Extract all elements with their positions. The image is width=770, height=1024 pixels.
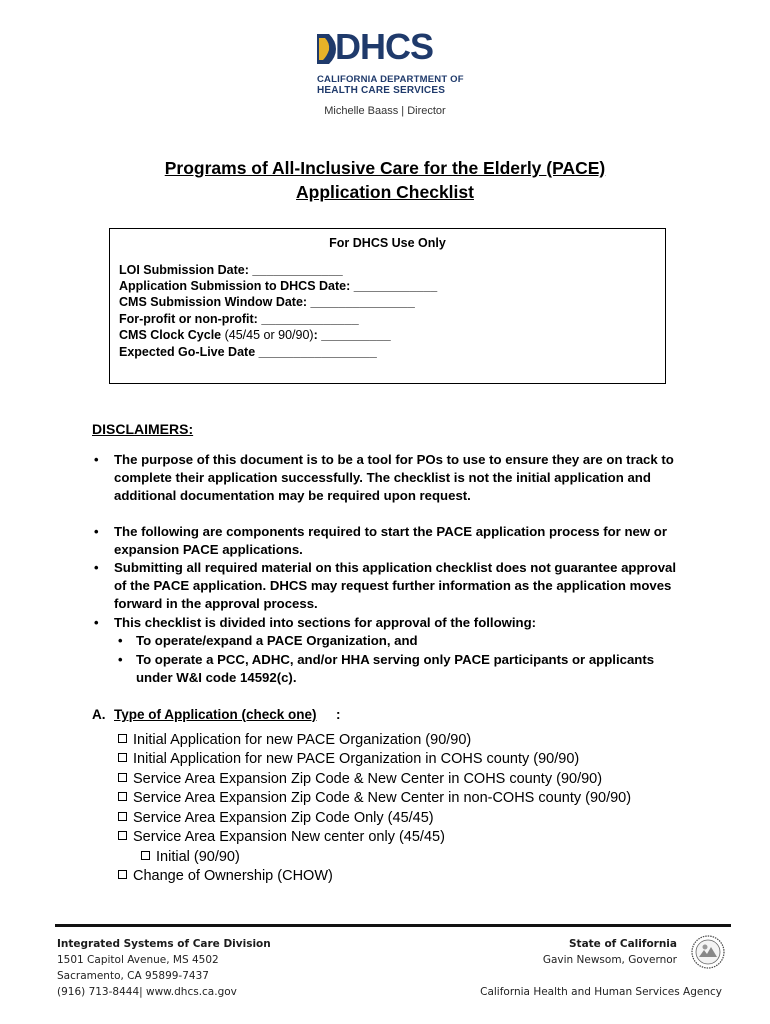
checkbox-icon[interactable]	[118, 831, 127, 840]
box-heading: For DHCS Use Only	[329, 236, 446, 250]
application-submission-date: Application Submission to DHCS Date: ____________	[119, 279, 438, 293]
option-label: Initial (90/90)	[156, 849, 240, 865]
checkbox-icon[interactable]	[118, 734, 127, 743]
option-label: Change of Ownership (CHOW)	[133, 868, 333, 884]
bullet-icon: •	[94, 560, 99, 575]
checkbox-icon[interactable]	[118, 870, 127, 879]
application-type-option[interactable]	[118, 829, 445, 845]
disclaimer-item: Submitting all required material on this application checklist does not guarantee approval of the PACE application. DHCS may request further information as the application moves forward in the approval process.	[114, 560, 677, 612]
clock-cycle-label: CMS Clock Cycle	[119, 328, 222, 342]
bullet-icon: •	[118, 633, 123, 648]
disclaimers-heading: DISCLAIMERS:	[92, 421, 194, 437]
profit-status: For-profit or non-profit: ______________	[119, 312, 359, 326]
footer-agency: California Health and Human Services Agency	[480, 986, 722, 998]
checkbox-icon[interactable]	[118, 792, 127, 801]
checkbox-icon[interactable]	[118, 773, 127, 782]
option-label: Service Area Expansion Zip Code & New Center in non-COHS county (90/90)	[133, 790, 632, 806]
bullet-icon: •	[94, 452, 99, 467]
cms-clock-cycle	[119, 328, 391, 342]
section-a-title: Type of Application (check one)	[114, 707, 317, 722]
expected-go-live-date: Expected Go-Live Date _________________	[119, 345, 377, 359]
section-a-colon: :	[336, 707, 341, 722]
state-seal-icon	[691, 935, 725, 969]
footer-contact: (916) 713-8444| www.dhcs.ca.gov	[57, 986, 237, 998]
dhcs-use-only-box	[109, 228, 666, 384]
application-type-sub-option[interactable]	[141, 849, 240, 865]
logo-text: DHCS	[335, 26, 434, 67]
disclaimer-item: This checklist is divided into sections for approval of the following:	[114, 615, 537, 630]
disclaimer-sub-item: To operate/expand a PACE Organization, and	[136, 633, 418, 648]
loi-submission-date: LOI Submission Date: _____________	[119, 263, 343, 277]
director-line: Michelle Baass | Director	[324, 105, 446, 117]
disclaimer-item: The following are components required to start the PACE application process for new or expansion PACE applications.	[114, 524, 667, 558]
clock-cycle-blank: : __________	[313, 328, 391, 342]
dhcs-logo	[315, 26, 464, 100]
footer-governor: Gavin Newsom, Governor	[542, 954, 677, 966]
footer-divider	[55, 924, 731, 927]
application-type-option[interactable]	[118, 810, 434, 826]
application-type-option[interactable]	[118, 868, 333, 884]
bullet-icon: •	[94, 524, 99, 539]
checkbox-icon[interactable]	[118, 812, 127, 821]
footer-division: Integrated Systems of Care Division	[57, 938, 271, 950]
option-label: Initial Application for new PACE Organization (90/90)	[133, 732, 472, 748]
option-label: Service Area Expansion Zip Code & New Center in COHS county (90/90)	[133, 771, 603, 787]
disclaimer-sub-item: To operate a PCC, ADHC, and/or HHA serving only PACE participants or applicants under W&I code 14592(c).	[136, 652, 655, 686]
bullet-icon: •	[94, 615, 99, 630]
page-title-line-2: Application Checklist	[296, 182, 474, 202]
application-type-option[interactable]	[118, 771, 602, 787]
checkbox-icon[interactable]	[118, 753, 127, 762]
footer-state: State of California	[568, 938, 677, 950]
checkbox-icon[interactable]	[141, 851, 150, 860]
logo-subtitle-1: CALIFORNIA DEPARTMENT OF	[317, 74, 464, 85]
cms-submission-window-date: CMS Submission Window Date: _______________	[119, 295, 415, 309]
footer-address-line-2: Sacramento, CA 95899-7437	[57, 970, 209, 982]
option-label: Service Area Expansion New center only (45/45)	[133, 829, 445, 845]
option-label: Service Area Expansion Zip Code Only (45/45)	[133, 810, 434, 826]
application-type-option[interactable]	[118, 790, 631, 806]
option-label: Initial Application for new PACE Organization in COHS county (90/90)	[133, 751, 580, 767]
application-type-option[interactable]	[118, 751, 579, 767]
california-bear-mark-icon	[315, 32, 337, 66]
logo-subtitle-2: HEALTH CARE SERVICES	[317, 85, 446, 96]
disclaimer-item: The purpose of this document is to be a tool for POs to use to ensure they are on track to complete their application successfully. The checklist is not the initial application and additional documentation may be required upon request.	[114, 452, 674, 504]
section-a-letter: A.	[92, 707, 106, 722]
bullet-icon: •	[118, 652, 123, 667]
application-type-option[interactable]	[118, 732, 471, 748]
footer-address-line-1: 1501 Capitol Avenue, MS 4502	[57, 954, 219, 966]
clock-cycle-options: (45/45 or 90/90)	[224, 328, 314, 342]
page-title-line-1: Programs of All-Inclusive Care for the Elderly (PACE)	[164, 158, 606, 178]
